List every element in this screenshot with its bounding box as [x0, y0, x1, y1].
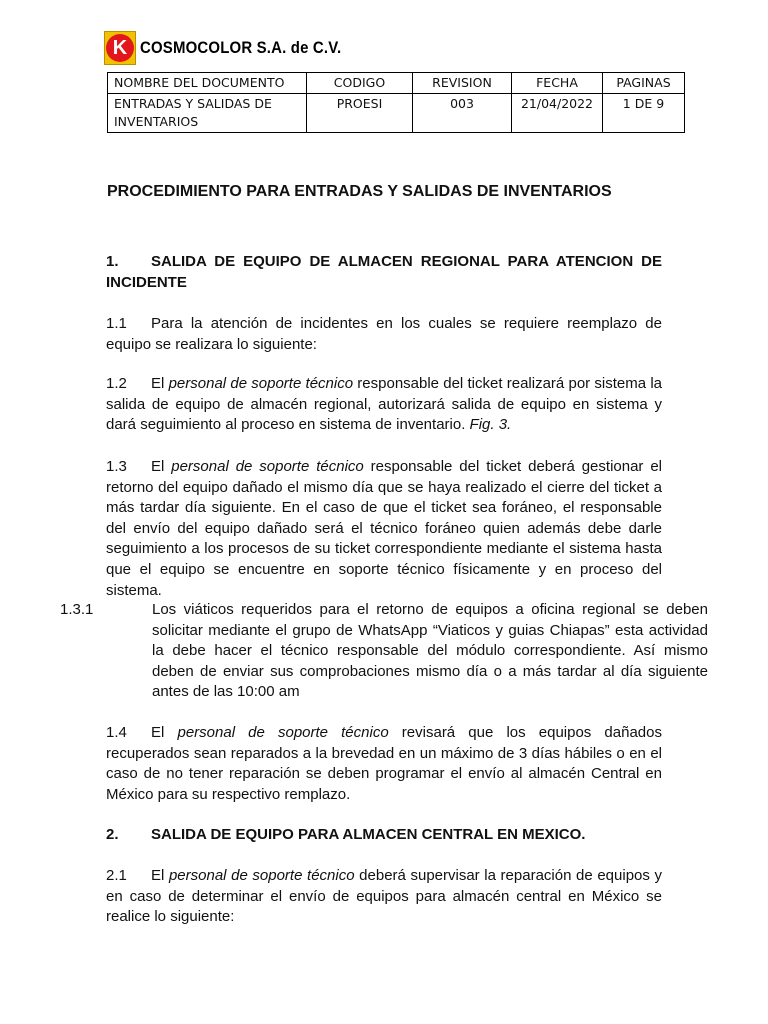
- value-paginas: 1 DE 9: [603, 94, 685, 133]
- figure-reference: Fig. 3.: [469, 416, 512, 434]
- section-number: 2.: [106, 826, 119, 843]
- paragraph-text-lead: El: [151, 867, 169, 884]
- role-name: personal de soporte técnico: [168, 375, 354, 392]
- paragraph-text-lead: El: [151, 375, 169, 392]
- header-codigo: CODIGO: [307, 73, 413, 94]
- value-fecha: 21/04/2022: [512, 94, 603, 133]
- header-paginas: PAGINAS: [603, 73, 685, 94]
- header-revision: REVISION: [413, 73, 512, 94]
- paragraph-text: Los viáticos requeridos para el retorno de equipos a oficina regional se deben solicitar mediante el grupo de WhatsApp “Viaticos y guias Chiapas” esta actividad la debe hacer el técnico responsable del módulo correspondiente. Así mismo deben de enviar sus comprobaciones mismo día o a más tardar al día siguiente antes de las 10:00 am: [152, 601, 708, 701]
- paragraph-number: 1.4: [106, 724, 127, 741]
- paragraph-text-lead: El: [151, 458, 172, 475]
- value-codigo: PROESI: [307, 94, 413, 133]
- section-2-heading: [106, 825, 662, 846]
- table-header-row: [108, 73, 685, 94]
- paragraph-1-1: [106, 314, 662, 355]
- section-title: SALIDA DE EQUIPO PARA ALMACEN CENTRAL EN MEXICO.: [151, 826, 586, 843]
- company-name: COSMOCOLOR S.A. de C.V.: [140, 38, 342, 57]
- paragraph-text: responsable del ticket deberá gestionar el retorno del equipo dañado el mismo día que se haya realizado el cierre del ticket a más tardar día siguiente. En el caso de que el ticket sea foráneo, el responsable del envío del equipo dañado será el técnico foráneo quien además debe darle seguimiento a los procesos de su ticket correspondiente mediante el sistema hasta que el equipo se encuentre en soporte técnico físicamente y en proceso del sistema.: [106, 458, 662, 599]
- header-fecha: FECHA: [512, 73, 603, 94]
- role-name: personal de soporte técnico: [177, 724, 389, 741]
- paragraph-text: revisará que los equipos dañados recuperados sean reparados a la brevedad en un máximo de 3 días hábiles o en el caso de no tener reparación se deben programar el envío al almacén Central en México para su respectivo remplazo.: [106, 724, 662, 803]
- document-header: [104, 28, 369, 68]
- paragraph-1-2: [106, 374, 662, 436]
- paragraph-2-1: [106, 866, 662, 928]
- paragraph-1-3-1: [60, 600, 708, 703]
- section-title: SALIDA DE EQUIPO DE ALMACEN REGIONAL PARA ATENCION DE INCIDENTE: [106, 253, 662, 291]
- paragraph-text: responsable del ticket realizará por sistema la salida de equipo de almacén regional, autorizará salida de equipo en sistema y dará seguimiento al proceso en sistema de inventario.: [106, 375, 662, 434]
- paragraph-text-lead: El: [151, 724, 178, 741]
- role-name: personal de soporte técnico: [171, 458, 364, 475]
- paragraph-number: 1.2: [106, 375, 127, 392]
- document-title: PROCEDIMIENTO PARA ENTRADAS Y SALIDAS DE INVENTARIOS: [107, 183, 612, 200]
- paragraph-text: Para la atención de incidentes en los cuales se requiere reemplazo de equipo se realizara lo siguiente:: [106, 315, 662, 353]
- paragraph-number: 1.1: [106, 315, 127, 332]
- paragraph-text: deberá supervisar la reparación de equipos y en caso de determinar el envío de equipos para almacén central en México se realice lo siguiente:: [106, 867, 662, 926]
- paragraph-number: 2.1: [106, 867, 127, 884]
- document-info-table: [107, 72, 685, 133]
- role-name: personal de soporte técnico: [168, 867, 355, 884]
- paragraph-number: 1.3.1: [60, 601, 94, 618]
- logo-k-icon: K: [106, 34, 134, 62]
- value-revision: 003: [413, 94, 512, 133]
- section-number: 1.: [106, 253, 119, 270]
- section-1-heading: [106, 252, 662, 293]
- company-logo: [104, 31, 136, 65]
- paragraph-1-3: [106, 457, 662, 601]
- paragraph-1-4: [106, 723, 662, 805]
- value-nombre: ENTRADAS Y SALIDAS DE INVENTARIOS: [108, 94, 307, 133]
- table-value-row: [108, 94, 685, 133]
- paragraph-number: 1.3: [106, 458, 127, 475]
- header-nombre: NOMBRE DEL DOCUMENTO: [108, 73, 307, 94]
